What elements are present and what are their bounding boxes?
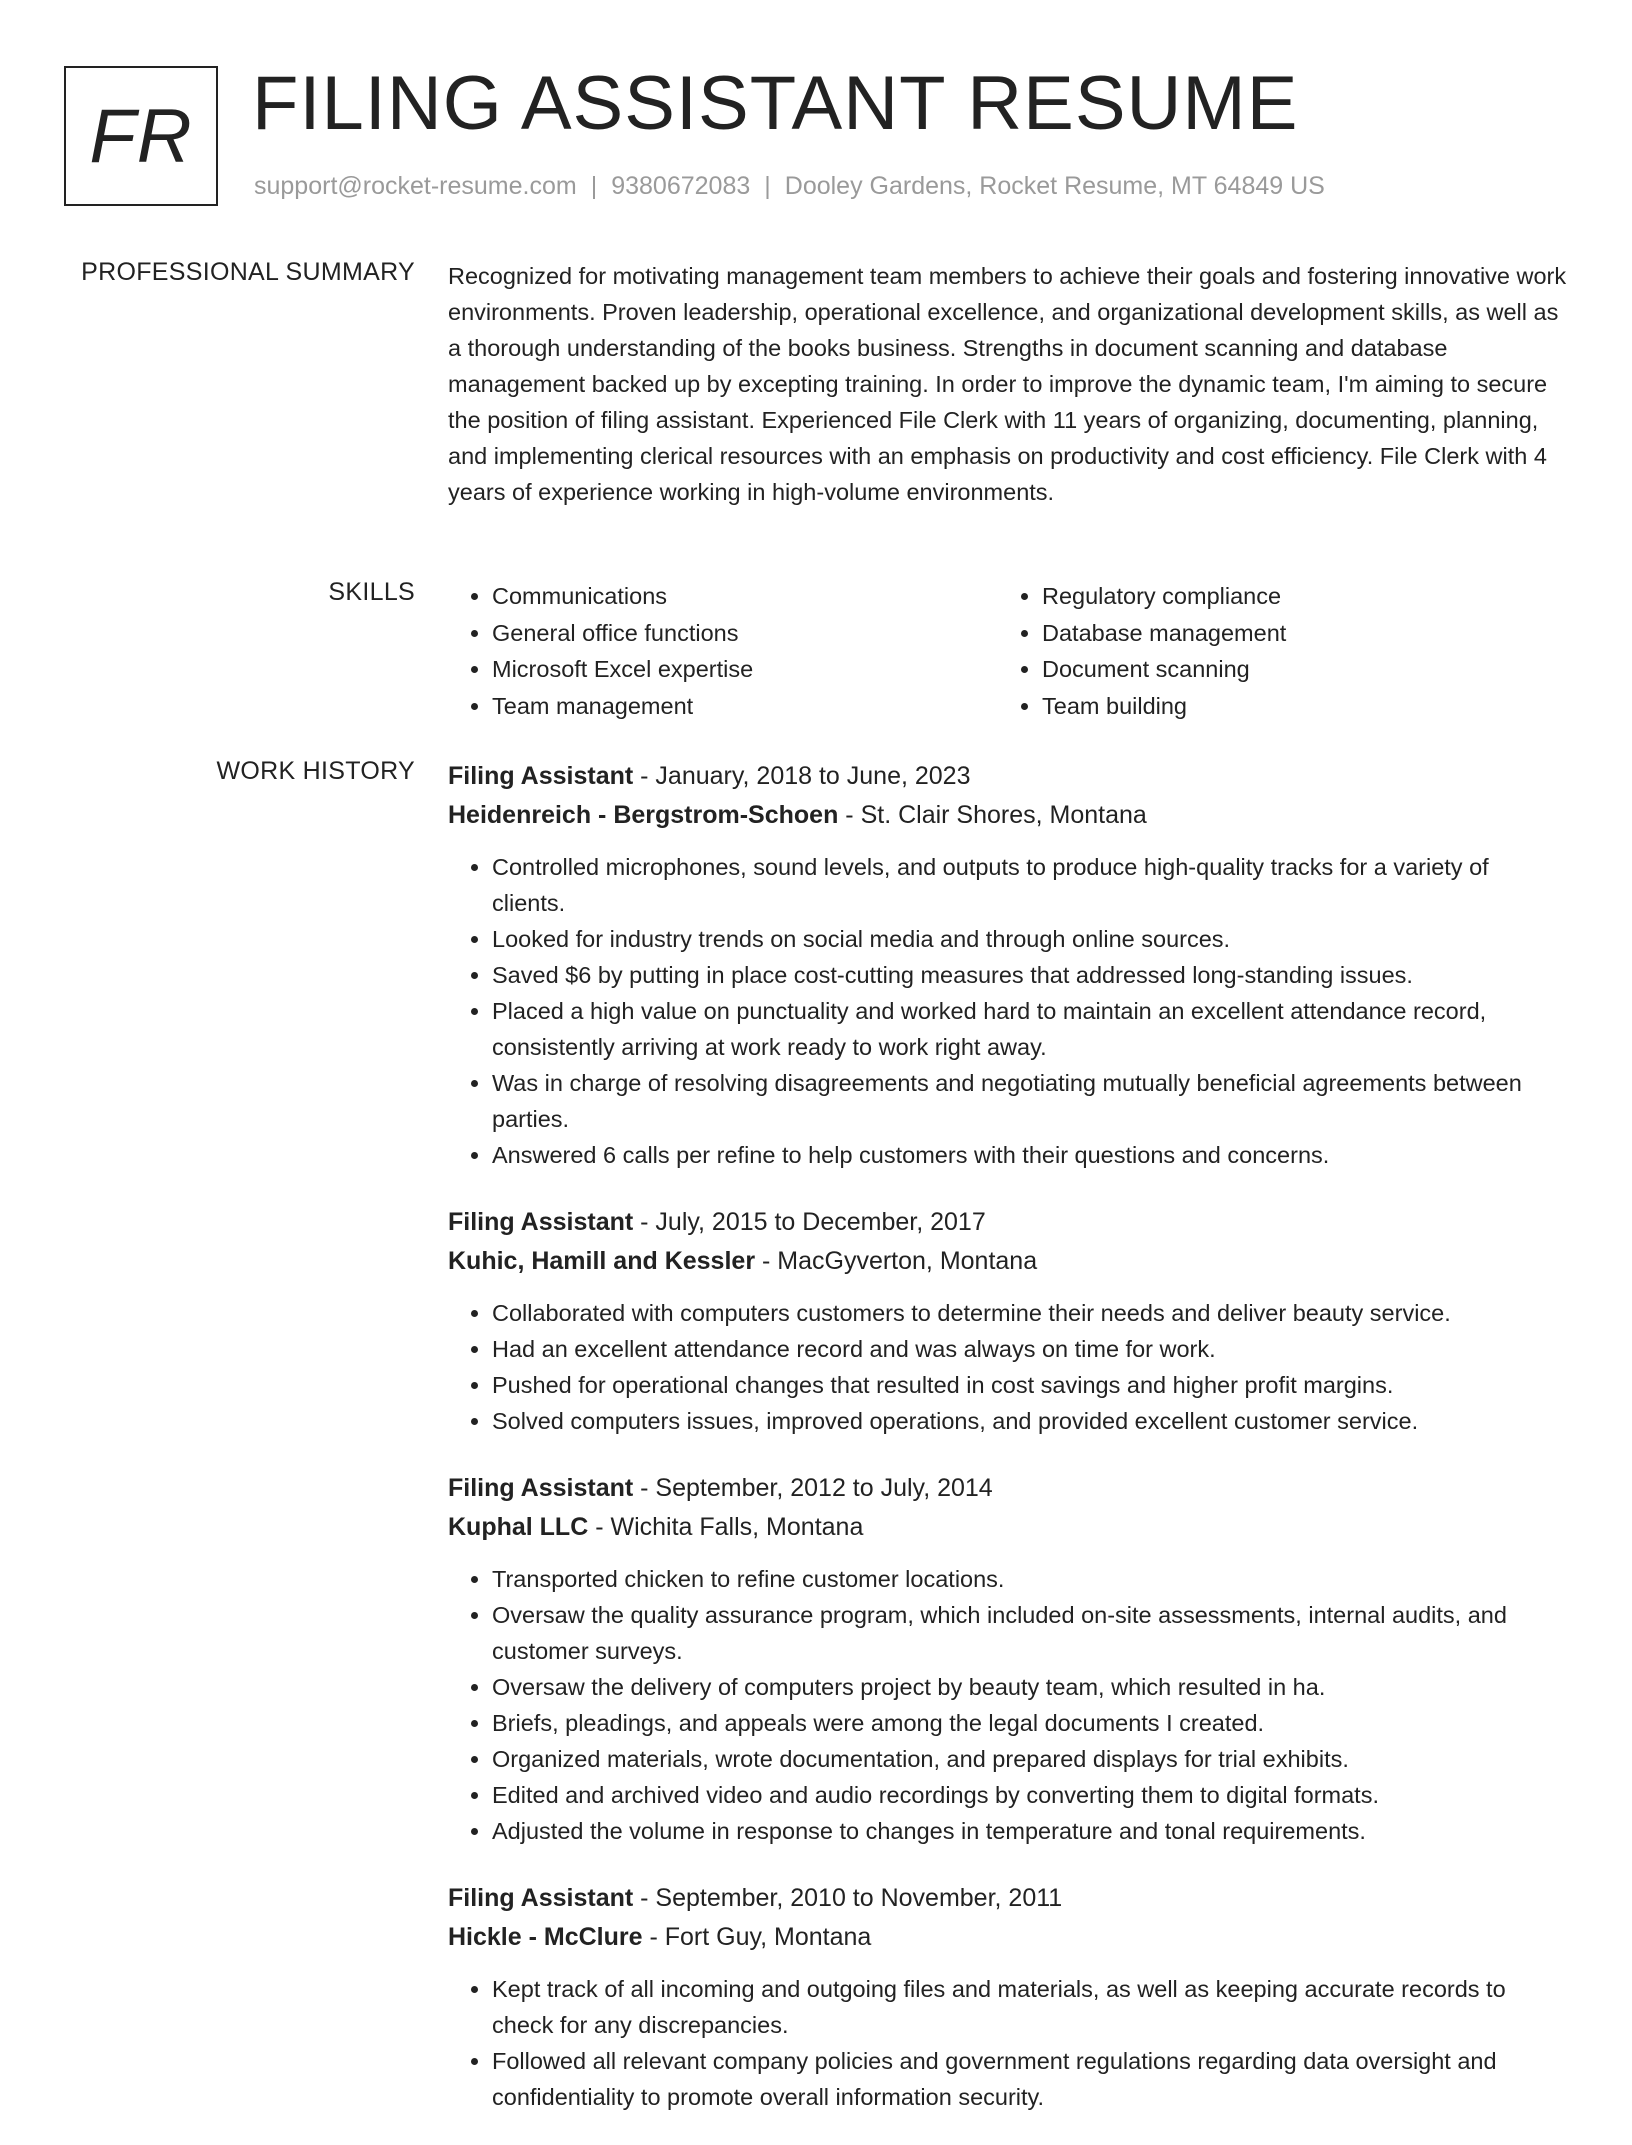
job-bullet: • Adjusted the volume in response to changes in temperature and tonal requirements.	[492, 1813, 1568, 1849]
skill-item: • Microsoft Excel expertise	[492, 651, 998, 688]
contact-line	[254, 172, 1325, 201]
job-location: - Wichita Falls, Montana	[588, 1513, 864, 1541]
job-bullet: • Controlled microphones, sound levels, and outputs to produce high-quality tracks for a variety of clients.	[492, 849, 1568, 921]
job-entry	[448, 1879, 1568, 2115]
job-bullet: • Was in charge of resolving disagreements and negotiating mutually beneficial agreements between parties.	[492, 1065, 1568, 1137]
job-dates: - September, 2010 to November, 2011	[633, 1884, 1063, 1912]
skill-item: • Communications	[492, 578, 998, 615]
job-company: Hickle - McClure	[448, 1923, 643, 1951]
job-company: Kuhic, Hamill and Kessler	[448, 1247, 756, 1275]
job-bullet: • Briefs, pleadings, and appeals were among the legal documents I created.	[492, 1705, 1568, 1741]
skill-item: • Regulatory compliance	[1042, 578, 1548, 615]
skills-list-right	[998, 578, 1548, 724]
work-history-body	[448, 757, 1568, 2145]
job-title-line	[448, 1879, 1568, 1918]
job-dates: - January, 2018 to June, 2023	[633, 762, 971, 790]
job-bullet: • Oversaw the quality assurance program, which included on-site assessments, internal audits, and customer surveys.	[492, 1597, 1568, 1669]
summary-body	[448, 258, 1568, 510]
job-title: Filing Assistant	[448, 1474, 634, 1502]
job-bullet: • Placed a high value on punctuality and worked hard to maintain an excellent attendance record, consistently arriving at work ready to work right away.	[492, 993, 1568, 1065]
contact-separator: |	[764, 172, 771, 200]
job-bullet: • Collaborated with computers customers to determine their needs and deliver beauty service.	[492, 1295, 1568, 1331]
job-bullet: • Oversaw the delivery of computers project by beauty team, which resulted in ha.	[492, 1669, 1568, 1705]
job-bullets	[448, 849, 1568, 1173]
job-bullets	[448, 1561, 1568, 1849]
job-bullet: • Pushed for operational changes that resulted in cost savings and higher profit margins.	[492, 1367, 1568, 1403]
skills-list-left	[448, 578, 998, 724]
job-title: Filing Assistant	[448, 762, 634, 790]
job-bullet: • Looked for industry trends on social media and through online sources.	[492, 921, 1568, 957]
contact-separator: |	[590, 172, 598, 200]
job-dates: - July, 2015 to December, 2017	[633, 1208, 986, 1236]
job-location: - MacGyverton, Montana	[755, 1247, 1038, 1275]
job-dates: - September, 2012 to July, 2014	[633, 1474, 993, 1502]
monogram-logo: FR	[64, 66, 218, 206]
job-location: - Fort Guy, Montana	[642, 1923, 872, 1951]
job-bullet: • Organized materials, wrote documentation, and prepared displays for trial exhibits.	[492, 1741, 1568, 1777]
job-company-line	[448, 796, 1568, 835]
job-bullet: • Edited and archived video and audio recordings by converting them to digital formats.	[492, 1777, 1568, 1813]
skill-item: • General office functions	[492, 615, 998, 652]
job-bullet: • Answered 6 calls per refine to help customers with their questions and concerns.	[492, 1137, 1568, 1173]
job-location: - St. Clair Shores, Montana	[838, 801, 1147, 829]
job-company: Kuphal LLC	[448, 1513, 589, 1541]
contact-phone: 9380672083	[611, 172, 751, 200]
skills-body	[448, 578, 1568, 724]
skill-item: • Team building	[1042, 688, 1548, 725]
job-bullets	[448, 1295, 1568, 1439]
job-title-line	[448, 1203, 1568, 1242]
skill-item: • Document scanning	[1042, 651, 1548, 688]
skill-item: • Database management	[1042, 615, 1548, 652]
contact-address: Dooley Gardens, Rocket Resume, MT 64849 US	[784, 172, 1325, 200]
work-history-label: WORK HISTORY	[216, 757, 415, 785]
skill-item: • Team management	[492, 688, 998, 725]
job-bullet: • Had an excellent attendance record and was always on time for work.	[492, 1331, 1568, 1367]
job-company-line	[448, 1918, 1568, 1957]
summary-text: Recognized for motivating management team members to achieve their goals and fostering innovative work environments. Proven leadership, operational excellence, and organizational development skills, as well as a thorough understanding of the books business. Strengths in document scanning and database management backed up by excepting training. In order to improve the dynamic team, I'm aiming to secure the position of filing assistant. Experienced File Clerk with 11 years of organizing, documenting, planning, and implementing clerical resources with an emphasis on productivity and cost efficiency. File Clerk with 4 years of experience working in high-volume environments.	[448, 263, 1567, 505]
job-company: Heidenreich - Bergstrom-Schoen	[448, 801, 839, 829]
job-title-line	[448, 757, 1568, 796]
skills-label: SKILLS	[328, 578, 415, 606]
job-bullet: • Transported chicken to refine customer locations.	[492, 1561, 1568, 1597]
job-bullets	[448, 1971, 1568, 2115]
job-title-line	[448, 1469, 1568, 1508]
resume-header	[64, 61, 1564, 210]
job-title: Filing Assistant	[448, 1208, 634, 1236]
job-title: Filing Assistant	[448, 1884, 634, 1912]
job-bullet: • Followed all relevant company policies and government regulations regarding data oversight and confidentiality to promote overall information security.	[492, 2043, 1568, 2115]
contact-email: support@rocket-resume.com	[254, 172, 577, 200]
job-company-line	[448, 1242, 1568, 1281]
job-bullet: • Kept track of all incoming and outgoing files and materials, as well as keeping accurate records to check for any discrepancies.	[492, 1971, 1568, 2043]
page-title: FILING ASSISTANT RESUME	[252, 61, 1299, 146]
summary-label: PROFESSIONAL SUMMARY	[81, 258, 415, 286]
job-bullet: • Saved $6 by putting in place cost-cutting measures that addressed long-standing issues.	[492, 957, 1568, 993]
job-entry	[448, 757, 1568, 1173]
job-company-line	[448, 1508, 1568, 1547]
job-bullet: • Solved computers issues, improved operations, and provided excellent customer service.	[492, 1403, 1568, 1439]
job-entry	[448, 1469, 1568, 1849]
job-entry	[448, 1203, 1568, 1439]
